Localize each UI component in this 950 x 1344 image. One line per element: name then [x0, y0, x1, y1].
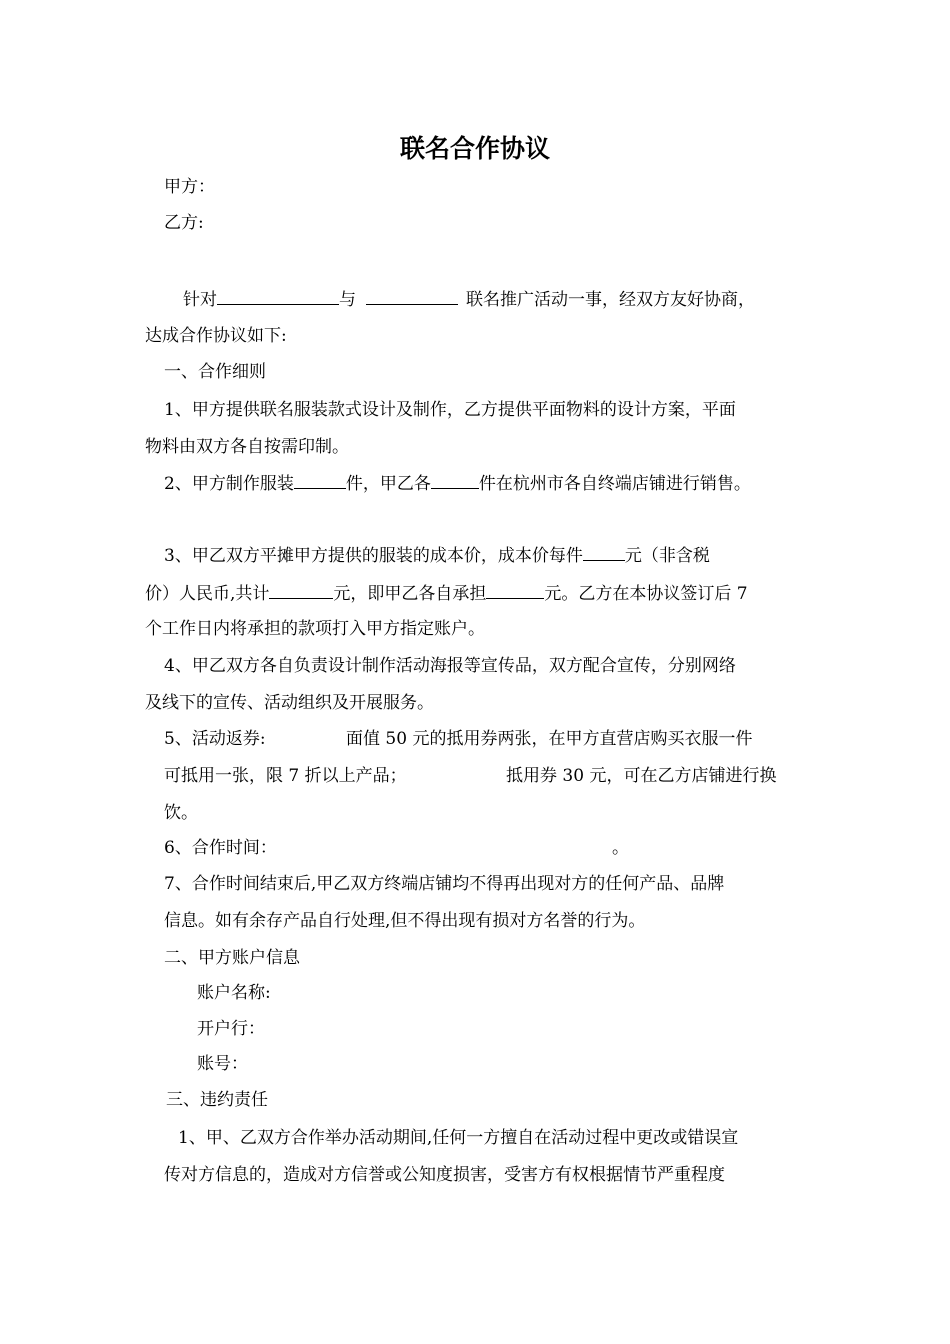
blank-field[interactable] — [486, 582, 544, 599]
blank-field[interactable] — [366, 288, 458, 305]
clause-5-line-2: 可抵用一张，限 7 折以上产品； — [164, 766, 407, 786]
clause-text: 件，甲乙各 — [345, 474, 431, 494]
clause-1-line-2: 物料由双方各自按需印制。 — [145, 437, 349, 457]
clause-5-label: 5、活动返券: — [164, 729, 266, 749]
clause-3-line-1 — [164, 544, 710, 566]
blank-field[interactable] — [583, 544, 625, 561]
section-heading: 三、违约责任 — [166, 1090, 268, 1110]
clause-2 — [164, 472, 751, 494]
clause-5-line-2b: 抵用券 30 元，可在乙方店铺进行换 — [506, 766, 777, 786]
liability-clause-line-1: 1、甲、乙双方合作举办活动期间,任何一方擅自在活动过程中更改或错误宣 — [178, 1128, 739, 1148]
clause-text: 3、甲乙双方平摊甲方提供的服装的成本价，成本价每件 — [164, 546, 583, 566]
party-a-label: 甲方： — [164, 177, 215, 197]
clause-text: 元。乙方在本协议签订后 7 — [544, 584, 748, 604]
account-number-label: 账号： — [197, 1054, 248, 1074]
clause-6-end: 。 — [612, 838, 629, 858]
intro-line-2: 达成合作协议如下: — [145, 326, 287, 346]
clause-7-line-1: 7、合作时间结束后,甲乙双方终端店铺均不得再出现对方的任何产品、品牌 — [164, 874, 725, 894]
liability-clause-line-2: 传对方信息的，造成对方信誉或公知度损害，受害方有权根据情节严重程度 — [164, 1165, 725, 1185]
blank-field[interactable] — [294, 472, 346, 489]
clause-text: 元（非含税 — [624, 546, 710, 566]
document-title: 联名合作协议 — [399, 134, 550, 163]
clause-4-line-2: 及线下的宣传、活动组织及开展服务。 — [145, 693, 434, 713]
blank-field[interactable] — [431, 472, 479, 489]
clause-text: 元，即甲乙各自承担 — [333, 584, 487, 604]
party-b-label: 乙方: — [164, 213, 204, 233]
clause-3-line-2 — [145, 582, 748, 604]
intro-text: 针对 — [183, 290, 217, 310]
section-heading: 二、甲方账户信息 — [164, 948, 300, 968]
intro-line-1 — [183, 288, 755, 310]
account-name-label: 账户名称: — [197, 983, 271, 1003]
clause-text: 价）人民币,共计 — [145, 584, 270, 604]
blank-field[interactable] — [217, 288, 339, 305]
clause-5-line-1: 面值 50 元的抵用券两张，在甲方直营店购买衣服一件 — [346, 729, 753, 749]
intro-text: 与 — [339, 290, 356, 310]
clause-7-line-2: 信息。如有余存产品自行处理,但不得出现有损对方名誉的行为。 — [164, 911, 646, 931]
clause-6-label: 6、合作时间： — [164, 838, 277, 858]
section-heading: 一、合作细则 — [164, 362, 266, 382]
clause-text: 件在杭州市各自终端店铺进行销售。 — [478, 474, 751, 494]
clause-3-line-3: 个工作日内将承担的款项打入甲方指定账户。 — [145, 619, 485, 639]
intro-text: 联名推广活动一事，经双方友好协商， — [466, 290, 755, 310]
clause-text: 2、甲方制作服装 — [164, 474, 294, 494]
blank-field[interactable] — [269, 582, 333, 599]
bank-label: 开户行： — [197, 1019, 265, 1039]
clause-4-line-1: 4、甲乙双方各自负责设计制作活动海报等宣传品，双方配合宣传，分别网络 — [164, 656, 736, 676]
clause-1-line-1: 1、甲方提供联名服装款式设计及制作，乙方提供平面物料的设计方案，平面 — [164, 400, 736, 420]
clause-5-line-3: 饮。 — [164, 803, 198, 823]
